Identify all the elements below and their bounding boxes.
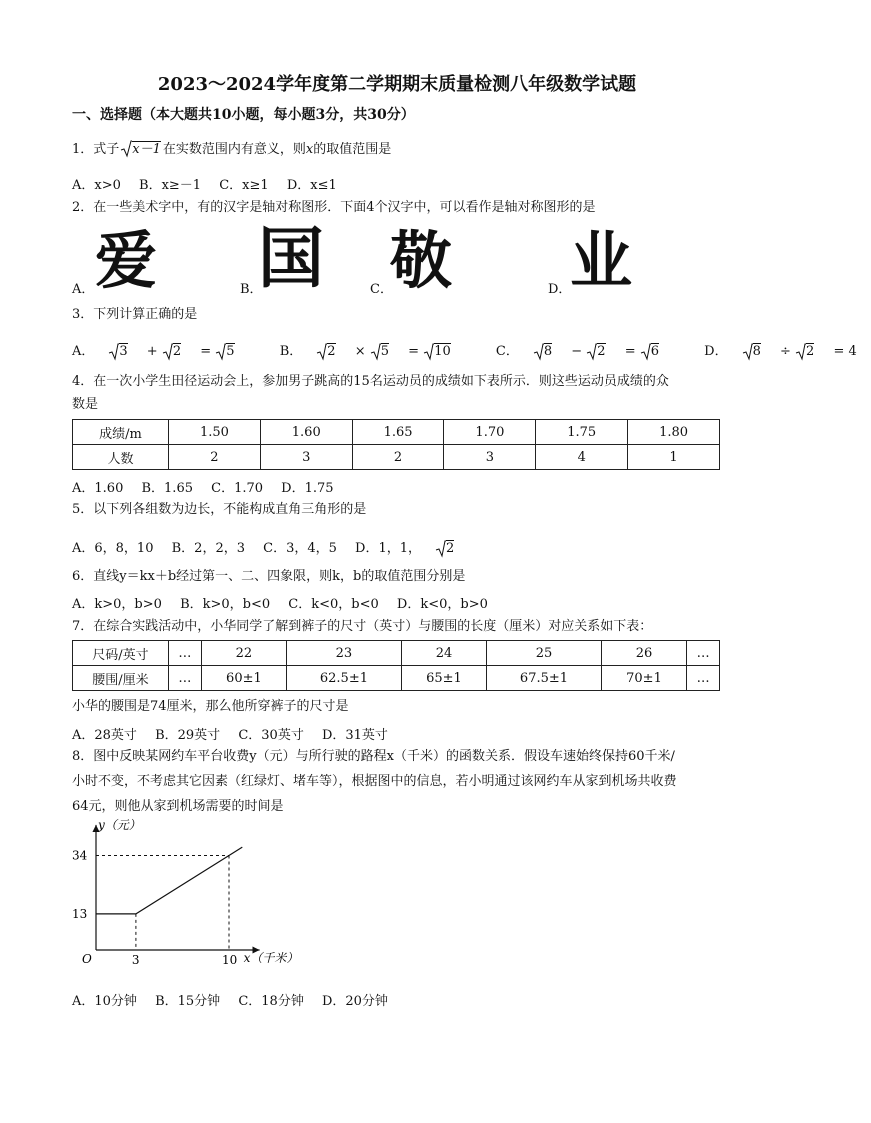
table-cell: 65±1: [401, 666, 487, 691]
q1-stem: 1．式子: [72, 142, 120, 157]
question-5: 5．以下列各组数为边长，不能构成直角三角形的是: [72, 502, 367, 517]
table-cell: 1.80: [628, 420, 720, 445]
q3-options: [72, 340, 871, 359]
q7-option-b[interactable]: B．29英寸: [155, 728, 221, 743]
q6-option-c[interactable]: C．k<0，b<0: [288, 597, 379, 612]
question-8-line3: 64元，则他从家到机场需要的时间是: [72, 799, 284, 814]
table-cell: …: [169, 666, 202, 691]
q5-option-d-text: D．1，1，: [355, 541, 422, 556]
x-tick-label: 10: [222, 953, 238, 967]
q2-option-b-label[interactable]: B．: [240, 282, 263, 297]
q1-stem-c: 的取值范围是: [313, 142, 392, 157]
y-tick-label: 34: [72, 848, 88, 863]
table-cell: 1.75: [536, 420, 628, 445]
q5-options: [72, 537, 497, 556]
table-cell: 3: [260, 445, 352, 470]
table-cell: 2: [169, 445, 261, 470]
table-cell: 1.50: [169, 420, 261, 445]
table-cell: …: [169, 641, 202, 666]
sqrt-sign-icon: [121, 140, 132, 158]
table-row: [73, 445, 720, 470]
question-7-part2: 小华的腰围是74厘米，那么他所穿裤子的尺寸是: [72, 699, 349, 714]
table-cell: 24: [401, 641, 487, 666]
section-heading: 一、选择题（本大题共10小题，每小题3分，共30分）: [72, 107, 415, 123]
q1-option-d[interactable]: D．x≤1: [286, 178, 337, 193]
q3-option-c[interactable]: C． 8 − 2 = 6: [495, 344, 660, 359]
q4-option-c[interactable]: C．1.70: [211, 481, 264, 496]
q4-options: [72, 477, 348, 496]
q8-option-d[interactable]: D．20分钟: [321, 994, 388, 1009]
y-tick-label: 13: [72, 906, 88, 921]
table-row: [73, 666, 720, 691]
table-cell: 23: [287, 641, 401, 666]
table-cell: 4: [536, 445, 628, 470]
table-cell: 成绩/m: [73, 420, 169, 445]
q1-var: x: [305, 142, 314, 157]
table-cell: 70±1: [601, 666, 687, 691]
table-cell: 1.65: [352, 420, 444, 445]
table-cell: 60±1: [201, 666, 287, 691]
table-cell: 1.70: [444, 420, 536, 445]
question-4-line2: 数是: [72, 397, 99, 412]
table-cell: 1: [628, 445, 720, 470]
question-3: 3．下列计算正确的是: [72, 307, 198, 322]
table-cell: 尺码/英寸: [73, 641, 169, 666]
table-cell: 67.5±1: [487, 666, 601, 691]
table-cell: …: [687, 641, 720, 666]
q2-option-c-label[interactable]: C．: [370, 282, 393, 297]
q2-option-d-char: 业: [570, 224, 633, 297]
q2-option-a-char: 爱: [95, 224, 158, 297]
q5-sqrt: 2: [435, 540, 469, 556]
q6-option-d[interactable]: D．k<0，b>0: [396, 597, 488, 612]
q6-option-b[interactable]: B．k>0，b<0: [180, 597, 271, 612]
q5-option-d[interactable]: [355, 537, 483, 556]
y-axis-label: y（元）: [98, 817, 141, 832]
table-cell: 3: [444, 445, 536, 470]
q7-option-d[interactable]: D．31英寸: [321, 728, 388, 743]
q1-option-a[interactable]: A．x>0: [72, 178, 121, 193]
q8-function-graph: [60, 817, 320, 980]
q1-options: [72, 174, 351, 193]
q1-sqrt-expr: x－1: [132, 142, 161, 157]
q7-table: [72, 640, 720, 691]
q2-option-a-label[interactable]: A．: [72, 282, 95, 297]
q4-option-b[interactable]: B．1.65: [141, 481, 193, 496]
table-row: [73, 641, 720, 666]
q4-table: [72, 419, 720, 470]
q8-option-b[interactable]: B．15分钟: [155, 994, 221, 1009]
table-cell: …: [687, 666, 720, 691]
q3-option-b[interactable]: B． 2 × 5 = 10: [279, 344, 451, 359]
table-row: [73, 420, 720, 445]
q4-option-d[interactable]: D．1.75: [281, 481, 334, 496]
x-axis-label: x（千米）: [243, 951, 299, 965]
q7-option-c[interactable]: C．30英寸: [238, 728, 304, 743]
q8-option-a[interactable]: A．10分钟: [72, 994, 137, 1009]
table-cell: 25: [487, 641, 601, 666]
q2-option-b-char: 国: [258, 220, 324, 297]
q1-option-b[interactable]: B．x≥－1: [139, 178, 202, 193]
page-title: 2023～2024学年度第二学期期末质量检测八年级数学试题: [157, 74, 637, 95]
table-cell: 腰围/厘米: [73, 666, 169, 691]
question-2: 2．在一些美术字中，有的汉字是轴对称图形．下面4个汉字中，可以看作是轴对称图形的是: [72, 200, 596, 215]
q7-options: [72, 724, 402, 743]
q8-options: [72, 990, 402, 1009]
question-8-line2: 小时不变，不考虑其它因素（红绿灯、堵车等），根据图中的信息，若小明通过该网约车从家到机场共收费: [72, 774, 677, 789]
table-cell: 26: [601, 641, 687, 666]
series-line: [96, 847, 242, 914]
q6-option-a[interactable]: A．k>0，b>0: [72, 597, 162, 612]
q3-option-a[interactable]: A． 3 + 2 = 5: [72, 344, 235, 359]
q2-option-c-char: 敬: [390, 224, 453, 297]
x-tick-label: 3: [131, 953, 140, 967]
q8-option-c[interactable]: C．18分钟: [238, 994, 304, 1009]
q7-option-a[interactable]: A．28英寸: [72, 728, 137, 743]
question-7: 7．在综合实践活动中，小华同学了解到裤子的尺寸（英寸）与腰围的长度（厘米）对应关系如下表：: [72, 619, 653, 634]
question-6: 6．直线y＝kx＋b经过第一、二、四象限，则k，b的取值范围分别是: [72, 569, 466, 584]
q5-option-b[interactable]: B．2，2，3: [171, 541, 245, 556]
q2-option-d-label[interactable]: D．: [548, 282, 572, 297]
table-cell: 22: [201, 641, 287, 666]
question-1: [72, 139, 391, 161]
table-cell: 62.5±1: [287, 666, 401, 691]
q1-option-c[interactable]: C．x≥1: [219, 178, 269, 193]
origin-label: O: [82, 952, 92, 966]
table-cell: 人数: [73, 445, 169, 470]
table-cell: 2: [352, 445, 444, 470]
question-8-line1: 8．图中反映某网约车平台收费y（元）与所行驶的路程x（千米）的函数关系．假设车速始终保持60千米/: [72, 749, 675, 764]
q6-options: [72, 593, 502, 612]
q3-option-d[interactable]: D． 8 ÷ 2 = 4: [704, 344, 857, 359]
q5-option-c[interactable]: C．3，4，5: [263, 541, 337, 556]
q4-option-a[interactable]: A．1.60: [72, 481, 124, 496]
table-cell: 1.60: [260, 420, 352, 445]
q1-stem-b: 在实数范围内有意义，则: [162, 142, 306, 157]
question-4-line1: 4．在一次小学生田径运动会上，参加男子跳高的15名运动员的成绩如下表所示．则这些运动员成绩的众: [72, 374, 669, 389]
q5-option-a[interactable]: A．6，8，10: [72, 541, 154, 556]
q1-sqrt: [121, 139, 161, 161]
